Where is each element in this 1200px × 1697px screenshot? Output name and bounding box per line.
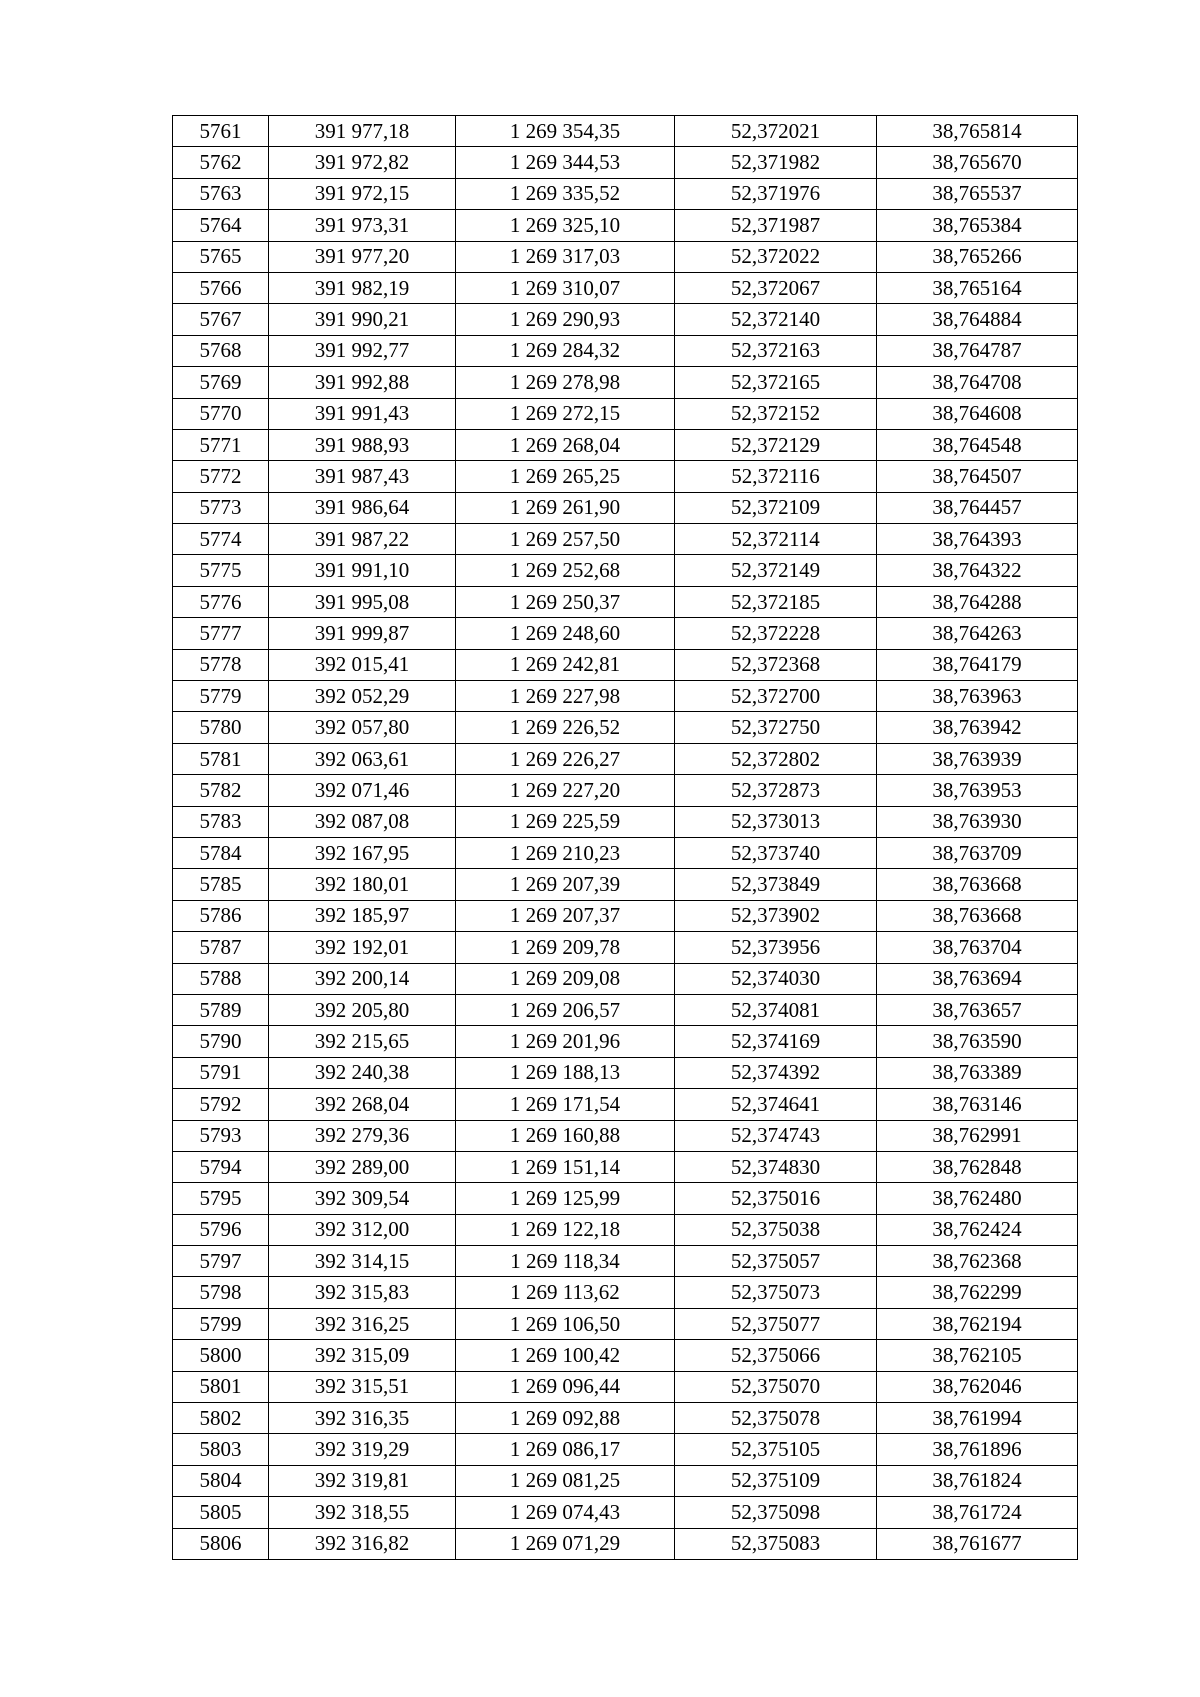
- longitude-cell: 38,764507: [877, 461, 1078, 492]
- point-number-cell: 5785: [173, 869, 269, 900]
- x-coordinate-cell: 392 289,00: [269, 1151, 456, 1182]
- table-row: [173, 116, 1078, 147]
- latitude-cell: 52,375109: [675, 1465, 877, 1496]
- x-coordinate-cell: 391 973,31: [269, 210, 456, 241]
- table-row: [173, 555, 1078, 586]
- point-number-cell: 5793: [173, 1120, 269, 1151]
- table-row: [173, 743, 1078, 774]
- longitude-cell: 38,763389: [877, 1057, 1078, 1088]
- y-coordinate-cell: 1 269 122,18: [456, 1214, 675, 1245]
- x-coordinate-cell: 392 167,95: [269, 837, 456, 868]
- x-coordinate-cell: 391 988,93: [269, 429, 456, 460]
- point-number-cell: 5777: [173, 618, 269, 649]
- longitude-cell: 38,762046: [877, 1371, 1078, 1402]
- coordinates-table: [172, 115, 1078, 1560]
- x-coordinate-cell: 392 316,82: [269, 1528, 456, 1559]
- y-coordinate-cell: 1 269 257,50: [456, 524, 675, 555]
- point-number-cell: 5791: [173, 1057, 269, 1088]
- point-number-cell: 5771: [173, 429, 269, 460]
- latitude-cell: 52,371982: [675, 147, 877, 178]
- longitude-cell: 38,764288: [877, 586, 1078, 617]
- y-coordinate-cell: 1 269 310,07: [456, 272, 675, 303]
- table-row: [173, 649, 1078, 680]
- table-row: [173, 1120, 1078, 1151]
- point-number-cell: 5763: [173, 178, 269, 209]
- longitude-cell: 38,765164: [877, 272, 1078, 303]
- latitude-cell: 52,374641: [675, 1089, 877, 1120]
- y-coordinate-cell: 1 269 248,60: [456, 618, 675, 649]
- y-coordinate-cell: 1 269 265,25: [456, 461, 675, 492]
- point-number-cell: 5764: [173, 210, 269, 241]
- point-number-cell: 5767: [173, 304, 269, 335]
- latitude-cell: 52,372129: [675, 429, 877, 460]
- y-coordinate-cell: 1 269 225,59: [456, 806, 675, 837]
- x-coordinate-cell: 392 318,55: [269, 1497, 456, 1528]
- point-number-cell: 5772: [173, 461, 269, 492]
- longitude-cell: 38,765266: [877, 241, 1078, 272]
- y-coordinate-cell: 1 269 354,35: [456, 116, 675, 147]
- longitude-cell: 38,764263: [877, 618, 1078, 649]
- y-coordinate-cell: 1 269 226,27: [456, 743, 675, 774]
- table-row: [173, 1340, 1078, 1371]
- table-row: [173, 241, 1078, 272]
- longitude-cell: 38,763694: [877, 963, 1078, 994]
- longitude-cell: 38,763668: [877, 900, 1078, 931]
- x-coordinate-cell: 392 315,09: [269, 1340, 456, 1371]
- longitude-cell: 38,763942: [877, 712, 1078, 743]
- point-number-cell: 5790: [173, 1026, 269, 1057]
- x-coordinate-cell: 391 991,10: [269, 555, 456, 586]
- table-row: [173, 806, 1078, 837]
- longitude-cell: 38,764884: [877, 304, 1078, 335]
- table-row: [173, 1465, 1078, 1496]
- latitude-cell: 52,375073: [675, 1277, 877, 1308]
- x-coordinate-cell: 392 315,83: [269, 1277, 456, 1308]
- point-number-cell: 5804: [173, 1465, 269, 1496]
- y-coordinate-cell: 1 269 118,34: [456, 1246, 675, 1277]
- table-row: [173, 586, 1078, 617]
- latitude-cell: 52,374030: [675, 963, 877, 994]
- table-row: [173, 932, 1078, 963]
- x-coordinate-cell: 392 315,51: [269, 1371, 456, 1402]
- table-row: [173, 712, 1078, 743]
- longitude-cell: 38,764708: [877, 367, 1078, 398]
- longitude-cell: 38,765814: [877, 116, 1078, 147]
- x-coordinate-cell: 391 999,87: [269, 618, 456, 649]
- table-row: [173, 1214, 1078, 1245]
- latitude-cell: 52,372368: [675, 649, 877, 680]
- longitude-cell: 38,764179: [877, 649, 1078, 680]
- longitude-cell: 38,764787: [877, 335, 1078, 366]
- x-coordinate-cell: 391 992,88: [269, 367, 456, 398]
- point-number-cell: 5761: [173, 116, 269, 147]
- y-coordinate-cell: 1 269 113,62: [456, 1277, 675, 1308]
- x-coordinate-cell: 392 268,04: [269, 1089, 456, 1120]
- y-coordinate-cell: 1 269 284,32: [456, 335, 675, 366]
- point-number-cell: 5806: [173, 1528, 269, 1559]
- x-coordinate-cell: 392 180,01: [269, 869, 456, 900]
- longitude-cell: 38,763146: [877, 1089, 1078, 1120]
- x-coordinate-cell: 392 185,97: [269, 900, 456, 931]
- y-coordinate-cell: 1 269 226,52: [456, 712, 675, 743]
- point-number-cell: 5792: [173, 1089, 269, 1120]
- y-coordinate-cell: 1 269 335,52: [456, 178, 675, 209]
- longitude-cell: 38,763963: [877, 681, 1078, 712]
- y-coordinate-cell: 1 269 125,99: [456, 1183, 675, 1214]
- y-coordinate-cell: 1 269 201,96: [456, 1026, 675, 1057]
- point-number-cell: 5784: [173, 837, 269, 868]
- table-row: [173, 398, 1078, 429]
- longitude-cell: 38,762194: [877, 1308, 1078, 1339]
- table-row: [173, 492, 1078, 523]
- y-coordinate-cell: 1 269 344,53: [456, 147, 675, 178]
- latitude-cell: 52,372022: [675, 241, 877, 272]
- table-row: [173, 429, 1078, 460]
- x-coordinate-cell: 392 015,41: [269, 649, 456, 680]
- y-coordinate-cell: 1 269 086,17: [456, 1434, 675, 1465]
- table-row: [173, 963, 1078, 994]
- table-row: [173, 837, 1078, 868]
- y-coordinate-cell: 1 269 074,43: [456, 1497, 675, 1528]
- y-coordinate-cell: 1 269 207,37: [456, 900, 675, 931]
- x-coordinate-cell: 392 314,15: [269, 1246, 456, 1277]
- latitude-cell: 52,374392: [675, 1057, 877, 1088]
- x-coordinate-cell: 392 240,38: [269, 1057, 456, 1088]
- longitude-cell: 38,762299: [877, 1277, 1078, 1308]
- point-number-cell: 5779: [173, 681, 269, 712]
- latitude-cell: 52,372163: [675, 335, 877, 366]
- x-coordinate-cell: 391 977,18: [269, 116, 456, 147]
- point-number-cell: 5786: [173, 900, 269, 931]
- point-number-cell: 5780: [173, 712, 269, 743]
- latitude-cell: 52,372750: [675, 712, 877, 743]
- longitude-cell: 38,764457: [877, 492, 1078, 523]
- x-coordinate-cell: 392 205,80: [269, 994, 456, 1025]
- point-number-cell: 5774: [173, 524, 269, 555]
- latitude-cell: 52,375105: [675, 1434, 877, 1465]
- longitude-cell: 38,763668: [877, 869, 1078, 900]
- table-row: [173, 147, 1078, 178]
- x-coordinate-cell: 392 319,81: [269, 1465, 456, 1496]
- point-number-cell: 5768: [173, 335, 269, 366]
- latitude-cell: 52,373740: [675, 837, 877, 868]
- latitude-cell: 52,371987: [675, 210, 877, 241]
- latitude-cell: 52,372149: [675, 555, 877, 586]
- table-row: [173, 1026, 1078, 1057]
- latitude-cell: 52,375016: [675, 1183, 877, 1214]
- table-row: [173, 1497, 1078, 1528]
- x-coordinate-cell: 392 215,65: [269, 1026, 456, 1057]
- latitude-cell: 52,372116: [675, 461, 877, 492]
- y-coordinate-cell: 1 269 268,04: [456, 429, 675, 460]
- y-coordinate-cell: 1 269 151,14: [456, 1151, 675, 1182]
- x-coordinate-cell: 391 982,19: [269, 272, 456, 303]
- latitude-cell: 52,375066: [675, 1340, 877, 1371]
- table-row: [173, 272, 1078, 303]
- x-coordinate-cell: 392 200,14: [269, 963, 456, 994]
- point-number-cell: 5781: [173, 743, 269, 774]
- latitude-cell: 52,372067: [675, 272, 877, 303]
- latitude-cell: 52,375098: [675, 1497, 877, 1528]
- longitude-cell: 38,764608: [877, 398, 1078, 429]
- latitude-cell: 52,374169: [675, 1026, 877, 1057]
- table-row: [173, 618, 1078, 649]
- longitude-cell: 38,762105: [877, 1340, 1078, 1371]
- point-number-cell: 5765: [173, 241, 269, 272]
- longitude-cell: 38,764393: [877, 524, 1078, 555]
- y-coordinate-cell: 1 269 092,88: [456, 1403, 675, 1434]
- y-coordinate-cell: 1 269 290,93: [456, 304, 675, 335]
- point-number-cell: 5778: [173, 649, 269, 680]
- longitude-cell: 38,762991: [877, 1120, 1078, 1151]
- y-coordinate-cell: 1 269 278,98: [456, 367, 675, 398]
- y-coordinate-cell: 1 269 209,08: [456, 963, 675, 994]
- latitude-cell: 52,374743: [675, 1120, 877, 1151]
- table-row: [173, 1371, 1078, 1402]
- longitude-cell: 38,764548: [877, 429, 1078, 460]
- latitude-cell: 52,374081: [675, 994, 877, 1025]
- table-row: [173, 524, 1078, 555]
- longitude-cell: 38,763657: [877, 994, 1078, 1025]
- table-row: [173, 869, 1078, 900]
- latitude-cell: 52,375077: [675, 1308, 877, 1339]
- x-coordinate-cell: 391 991,43: [269, 398, 456, 429]
- table-row: [173, 1183, 1078, 1214]
- table-row: [173, 367, 1078, 398]
- x-coordinate-cell: 392 052,29: [269, 681, 456, 712]
- point-number-cell: 5799: [173, 1308, 269, 1339]
- x-coordinate-cell: 392 192,01: [269, 932, 456, 963]
- table-row: [173, 1528, 1078, 1559]
- x-coordinate-cell: 392 316,35: [269, 1403, 456, 1434]
- table-row: [173, 304, 1078, 335]
- latitude-cell: 52,372152: [675, 398, 877, 429]
- longitude-cell: 38,761724: [877, 1497, 1078, 1528]
- table-row: [173, 1057, 1078, 1088]
- table-row: [173, 178, 1078, 209]
- longitude-cell: 38,763709: [877, 837, 1078, 868]
- table-row: [173, 335, 1078, 366]
- x-coordinate-cell: 391 987,22: [269, 524, 456, 555]
- longitude-cell: 38,761994: [877, 1403, 1078, 1434]
- table-row: [173, 461, 1078, 492]
- y-coordinate-cell: 1 269 106,50: [456, 1308, 675, 1339]
- point-number-cell: 5797: [173, 1246, 269, 1277]
- y-coordinate-cell: 1 269 081,25: [456, 1465, 675, 1496]
- table-row: [173, 775, 1078, 806]
- x-coordinate-cell: 392 309,54: [269, 1183, 456, 1214]
- point-number-cell: 5775: [173, 555, 269, 586]
- latitude-cell: 52,375083: [675, 1528, 877, 1559]
- y-coordinate-cell: 1 269 209,78: [456, 932, 675, 963]
- table-row: [173, 210, 1078, 241]
- x-coordinate-cell: 392 279,36: [269, 1120, 456, 1151]
- point-number-cell: 5801: [173, 1371, 269, 1402]
- y-coordinate-cell: 1 269 171,54: [456, 1089, 675, 1120]
- table-row: [173, 1277, 1078, 1308]
- longitude-cell: 38,761824: [877, 1465, 1078, 1496]
- x-coordinate-cell: 391 986,64: [269, 492, 456, 523]
- table-row: [173, 1246, 1078, 1277]
- longitude-cell: 38,762848: [877, 1151, 1078, 1182]
- latitude-cell: 52,373849: [675, 869, 877, 900]
- longitude-cell: 38,764322: [877, 555, 1078, 586]
- point-number-cell: 5776: [173, 586, 269, 617]
- longitude-cell: 38,765537: [877, 178, 1078, 209]
- latitude-cell: 52,372185: [675, 586, 877, 617]
- latitude-cell: 52,372700: [675, 681, 877, 712]
- y-coordinate-cell: 1 269 100,42: [456, 1340, 675, 1371]
- point-number-cell: 5789: [173, 994, 269, 1025]
- point-number-cell: 5788: [173, 963, 269, 994]
- latitude-cell: 52,372021: [675, 116, 877, 147]
- longitude-cell: 38,762368: [877, 1246, 1078, 1277]
- point-number-cell: 5796: [173, 1214, 269, 1245]
- x-coordinate-cell: 392 312,00: [269, 1214, 456, 1245]
- x-coordinate-cell: 391 990,21: [269, 304, 456, 335]
- table-row: [173, 1151, 1078, 1182]
- y-coordinate-cell: 1 269 325,10: [456, 210, 675, 241]
- x-coordinate-cell: 391 972,15: [269, 178, 456, 209]
- x-coordinate-cell: 392 316,25: [269, 1308, 456, 1339]
- x-coordinate-cell: 392 071,46: [269, 775, 456, 806]
- point-number-cell: 5787: [173, 932, 269, 963]
- x-coordinate-cell: 391 992,77: [269, 335, 456, 366]
- longitude-cell: 38,765384: [877, 210, 1078, 241]
- latitude-cell: 52,375057: [675, 1246, 877, 1277]
- point-number-cell: 5803: [173, 1434, 269, 1465]
- y-coordinate-cell: 1 269 317,03: [456, 241, 675, 272]
- y-coordinate-cell: 1 269 210,23: [456, 837, 675, 868]
- longitude-cell: 38,763590: [877, 1026, 1078, 1057]
- y-coordinate-cell: 1 269 227,98: [456, 681, 675, 712]
- latitude-cell: 52,373956: [675, 932, 877, 963]
- y-coordinate-cell: 1 269 272,15: [456, 398, 675, 429]
- latitude-cell: 52,372228: [675, 618, 877, 649]
- x-coordinate-cell: 391 977,20: [269, 241, 456, 272]
- table-row: [173, 1089, 1078, 1120]
- point-number-cell: 5802: [173, 1403, 269, 1434]
- table-row: [173, 1308, 1078, 1339]
- x-coordinate-cell: 391 987,43: [269, 461, 456, 492]
- table-row: [173, 994, 1078, 1025]
- point-number-cell: 5769: [173, 367, 269, 398]
- longitude-cell: 38,762480: [877, 1183, 1078, 1214]
- latitude-cell: 52,372140: [675, 304, 877, 335]
- y-coordinate-cell: 1 269 252,68: [456, 555, 675, 586]
- point-number-cell: 5766: [173, 272, 269, 303]
- latitude-cell: 52,374830: [675, 1151, 877, 1182]
- x-coordinate-cell: 392 087,08: [269, 806, 456, 837]
- point-number-cell: 5798: [173, 1277, 269, 1308]
- latitude-cell: 52,375078: [675, 1403, 877, 1434]
- longitude-cell: 38,762424: [877, 1214, 1078, 1245]
- latitude-cell: 52,372109: [675, 492, 877, 523]
- y-coordinate-cell: 1 269 071,29: [456, 1528, 675, 1559]
- point-number-cell: 5783: [173, 806, 269, 837]
- longitude-cell: 38,761896: [877, 1434, 1078, 1465]
- y-coordinate-cell: 1 269 207,39: [456, 869, 675, 900]
- longitude-cell: 38,763930: [877, 806, 1078, 837]
- x-coordinate-cell: 392 319,29: [269, 1434, 456, 1465]
- y-coordinate-cell: 1 269 188,13: [456, 1057, 675, 1088]
- y-coordinate-cell: 1 269 206,57: [456, 994, 675, 1025]
- longitude-cell: 38,763704: [877, 932, 1078, 963]
- point-number-cell: 5794: [173, 1151, 269, 1182]
- longitude-cell: 38,763939: [877, 743, 1078, 774]
- point-number-cell: 5770: [173, 398, 269, 429]
- latitude-cell: 52,372873: [675, 775, 877, 806]
- latitude-cell: 52,375038: [675, 1214, 877, 1245]
- coordinates-table-body: [173, 116, 1078, 1560]
- x-coordinate-cell: 391 972,82: [269, 147, 456, 178]
- y-coordinate-cell: 1 269 160,88: [456, 1120, 675, 1151]
- point-number-cell: 5773: [173, 492, 269, 523]
- point-number-cell: 5795: [173, 1183, 269, 1214]
- table-row: [173, 681, 1078, 712]
- point-number-cell: 5782: [173, 775, 269, 806]
- latitude-cell: 52,371976: [675, 178, 877, 209]
- latitude-cell: 52,372165: [675, 367, 877, 398]
- table-row: [173, 900, 1078, 931]
- x-coordinate-cell: 392 057,80: [269, 712, 456, 743]
- latitude-cell: 52,372114: [675, 524, 877, 555]
- x-coordinate-cell: 392 063,61: [269, 743, 456, 774]
- point-number-cell: 5762: [173, 147, 269, 178]
- y-coordinate-cell: 1 269 250,37: [456, 586, 675, 617]
- y-coordinate-cell: 1 269 261,90: [456, 492, 675, 523]
- point-number-cell: 5800: [173, 1340, 269, 1371]
- latitude-cell: 52,373013: [675, 806, 877, 837]
- point-number-cell: 5805: [173, 1497, 269, 1528]
- y-coordinate-cell: 1 269 242,81: [456, 649, 675, 680]
- table-row: [173, 1403, 1078, 1434]
- y-coordinate-cell: 1 269 096,44: [456, 1371, 675, 1402]
- longitude-cell: 38,761677: [877, 1528, 1078, 1559]
- latitude-cell: 52,375070: [675, 1371, 877, 1402]
- x-coordinate-cell: 391 995,08: [269, 586, 456, 617]
- latitude-cell: 52,372802: [675, 743, 877, 774]
- table-row: [173, 1434, 1078, 1465]
- longitude-cell: 38,763953: [877, 775, 1078, 806]
- latitude-cell: 52,373902: [675, 900, 877, 931]
- y-coordinate-cell: 1 269 227,20: [456, 775, 675, 806]
- longitude-cell: 38,765670: [877, 147, 1078, 178]
